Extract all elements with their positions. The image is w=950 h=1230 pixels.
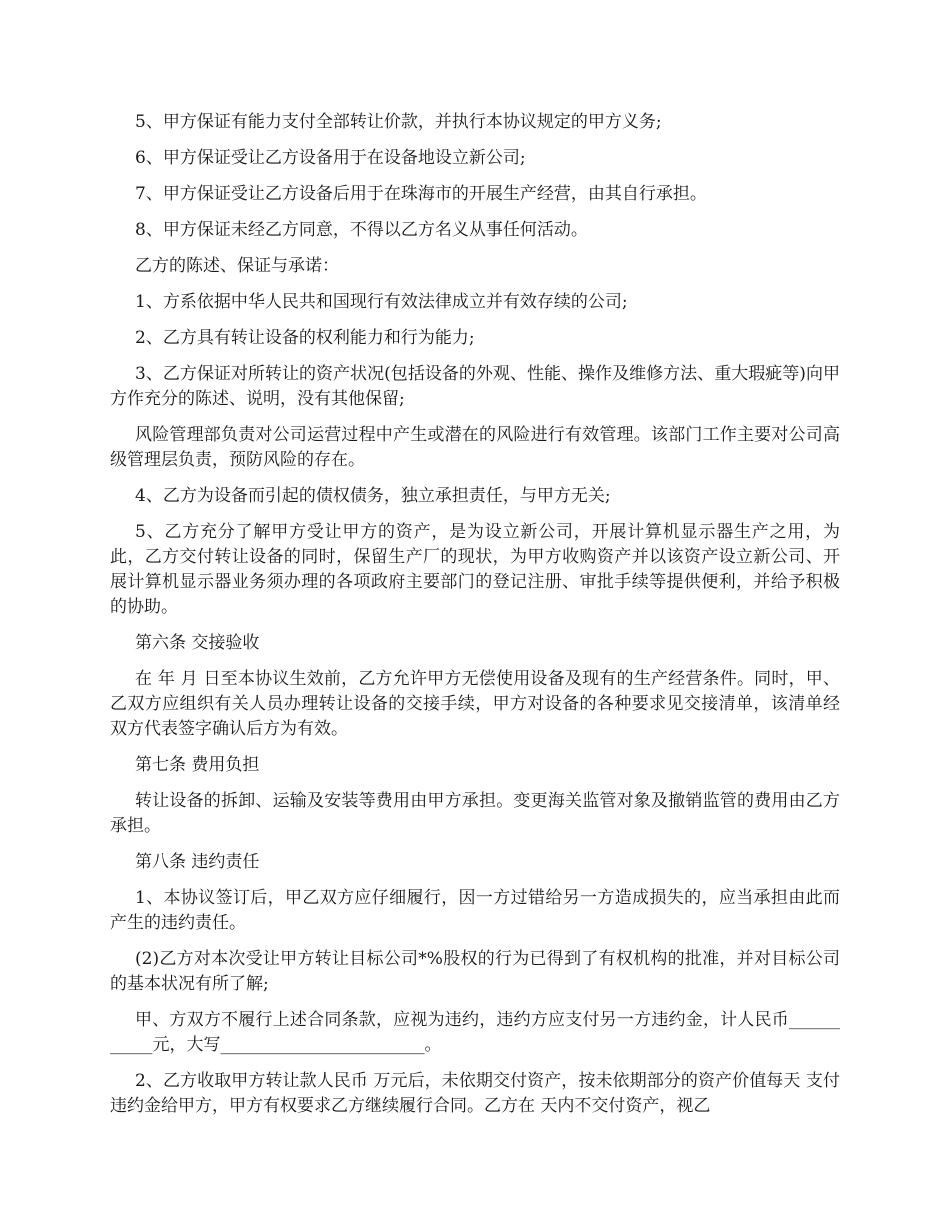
paragraph: (2)乙方对本次受让甲方转让目标公司*%股权的行为已得到了有权机构的批准，并对目标公司的基本状况有所了解; (110, 949, 840, 994)
paragraph: 5、乙方充分了解甲方受让甲方的资产，是为设立新公司，开展计算机显示器生产之用，为此，乙方交付转让设备的同时，保留生产厂的现状，为甲方收购资产并以该资产设立新公司、开展计算机显示器业务须办理的各项政府主要部门的登记注册、审批手续等提供便利，并给予积极的协助。 (110, 522, 840, 617)
section-heading: 乙方的陈述、保证与承诺： (135, 256, 339, 276)
paragraph: 转让设备的拆卸、运输及安装等费用由甲方承担。变更海关监管对象及撤销监管的费用由乙方承担。 (110, 791, 840, 836)
paragraph: 1、本协议签订后，甲乙双方应仔细履行，因一方过错给另一方造成损失的，应当承担由此而产生的违约责任。 (110, 888, 840, 933)
paragraph: 在 年 月 日至本协议生效前，乙方允许甲方无偿使用设备及现有的生产经营条件。同时，甲、乙双方应组织有关人员办理转让设备的交接手续，甲方对设备的各种要求见交接清单，该清单经双方代表签字确认后方为有效。 (110, 669, 840, 739)
paragraph: 2、乙方收取甲方转让款人民币 万元后，未依期交付资产，按未依期部分的资产价值每天 支付违约金给甲方，甲方有权要求乙方继续履行合同。乙方在 天内不交付资产，视乙 (110, 1071, 840, 1116)
document-body (110, 110, 840, 1130)
article-heading: 第六条 交接验收 (135, 633, 260, 653)
article-heading: 第七条 费用负担 (135, 755, 260, 775)
paragraph: 1、方系依据中华人民共和国现行有效法律成立并有效存续的公司; (135, 292, 628, 312)
paragraph: 6、甲方保证受让乙方设备用于在设备地设立新公司; (135, 148, 526, 168)
paragraph: 4、乙方为设备而引起的债权债务，独立承担责任，与甲方无关; (135, 486, 611, 506)
paragraph: 8、甲方保证未经乙方同意，不得以乙方名义从事任何活动。 (135, 220, 588, 240)
paragraph: 5、甲方保证有能力支付全部转让价款，并执行本协议规定的甲方义务; (135, 112, 662, 132)
paragraph: 风险管理部负责对公司运营过程中产生或潜在的风险进行有效管理。该部门工作主要对公司高级管理层负责，预防风险的存在。 (110, 425, 840, 470)
paragraph: 2、乙方具有转让设备的权利能力和行为能力; (135, 328, 475, 348)
article-heading: 第八条 违约责任 (135, 852, 260, 872)
paragraph: 3、乙方保证对所转让的资产状况(包括设备的外观、性能、操作及维修方法、重大瑕疵等)向甲方作充分的陈述、说明，没有其他保留; (110, 364, 840, 409)
paragraph: 甲、方双方不履行上述合同条款，应视为违约，违约方应支付另一方违约金，计人民币___________元，大写________________________。 (110, 1010, 840, 1055)
paragraph: 7、甲方保证受让乙方设备后用于在珠海市的开展生产经营，由其自行承担。 (135, 184, 707, 204)
